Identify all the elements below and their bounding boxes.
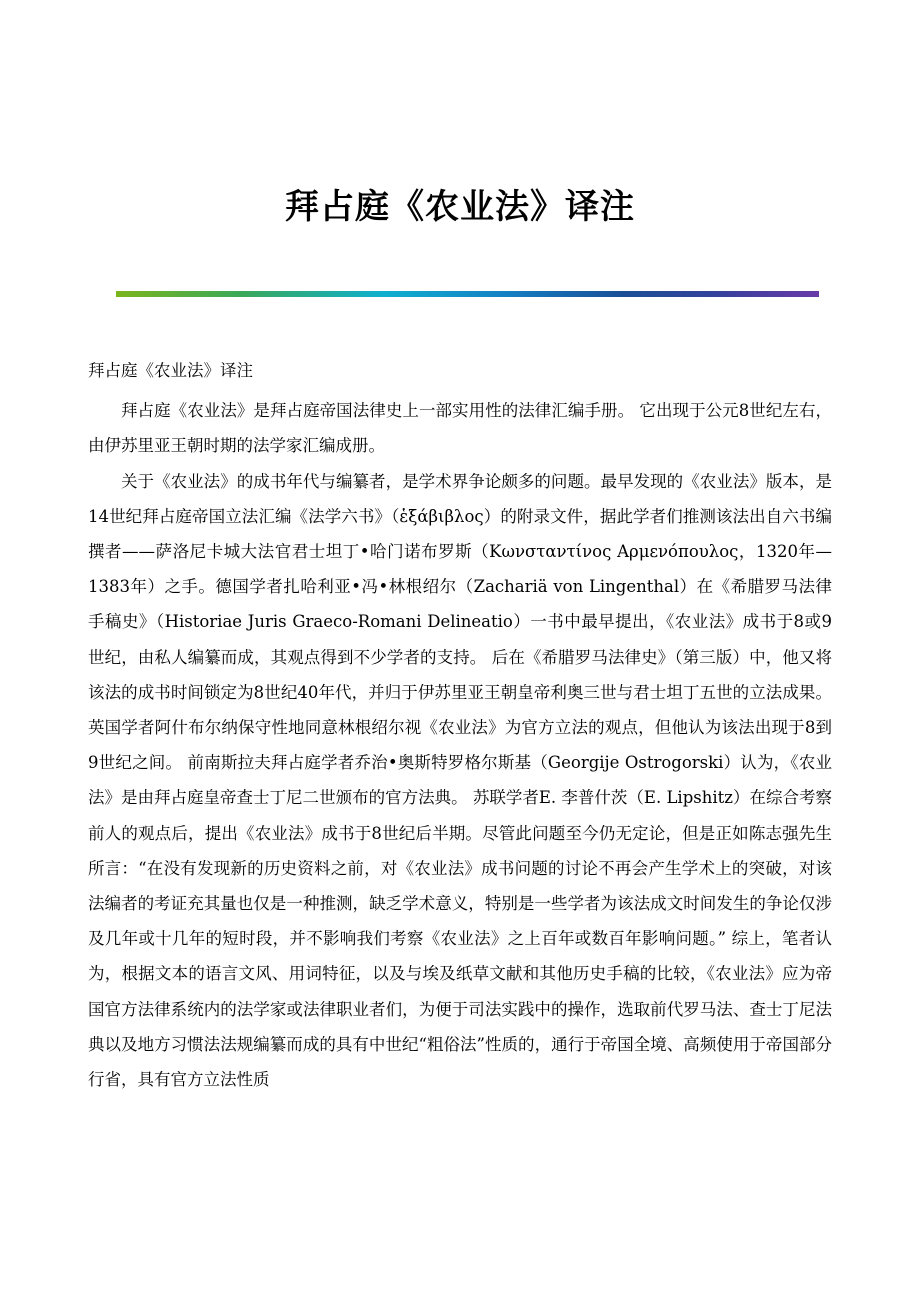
- title-gradient-divider: [116, 291, 819, 297]
- paragraph-dating-debate: 关于《农业法》的成书年代与编纂者，是学术界争论颇多的问题。最早发现的《农业法》版本，是14世纪拜占庭帝国立法汇编《法学六书》（ἑξάβιβλος）的附录文件，据此学者们推测该法出自六书编撰者——萨洛尼卡城大法官君士坦丁•哈门诺布罗斯（Κωνσταντίνος Αρμενόπουλος，1320年—1383年）之手。德国学者扎哈利亚•冯•林根绍尔（Zachariä von Lingenthal）在《希腊罗马法律手稿史》（Historiae Juris Graeco-Romani Delineatio）一书中最早提出，《农业法》成书于8或9世纪，由私人编纂而成，其观点得到不少学者的支持。 后在《希腊罗马法律史》（第三版）中，他又将该法的成书时间锁定为8世纪40年代，并归于伊苏里亚王朝皇帝利奥三世与君士坦丁五世的立法成果。 英国学者阿什布尔纳保守性地同意林根绍尔视《农业法》为官方立法的观点，但他认为该法出现于8到9世纪之间。 前南斯拉夫拜占庭学者乔治•奥斯特罗格尔斯基（Georgije Ostrogorski）认为，《农业法》是由拜占庭皇帝查士丁尼二世颁布的官方法典。 苏联学者E. 李普什茨（E. Lipshitz）在综合考察前人的观点后，提出《农业法》成书于8世纪后半期。尽管此问题至今仍无定论，但是正如陈志强先生所言：“在没有发现新的历史资料之前，对《农业法》成书问题的讨论不再会产生学术上的突破，对该法编者的考证充其量也仅是一种推测，缺乏学术意义，特别是一些学者为该法成文时间发生的争论仅涉及几年或十几年的短时段，并不影响我们考察《农业法》之上百年或数百年影响问题。” 综上，笔者认为，根据文本的语言文风、用词特征，以及与埃及纸草文献和其他历史手稿的比较，《农业法》应为帝国官方法律系统内的法学家或法律职业者们，为便于司法实践中的操作，选取前代罗马法、查士丁尼法典以及地方习惯法法规编纂而成的具有中世纪“粗俗法”性质的，通行于帝国全境、高频使用于帝国部分行省，具有官方立法性质: [88, 471, 832, 1090]
- paragraph-introduction: 拜占庭《农业法》是拜占庭帝国法律史上一部实用性的法律汇编手册。 它出现于公元8世纪左右，由伊苏里亚王朝时期的法学家汇编成册。: [88, 401, 832, 456]
- document-body: [88, 353, 832, 1097]
- document-subtitle: 拜占庭《农业法》译注: [88, 361, 253, 380]
- page-title: 拜占庭《农业法》译注: [285, 187, 635, 227]
